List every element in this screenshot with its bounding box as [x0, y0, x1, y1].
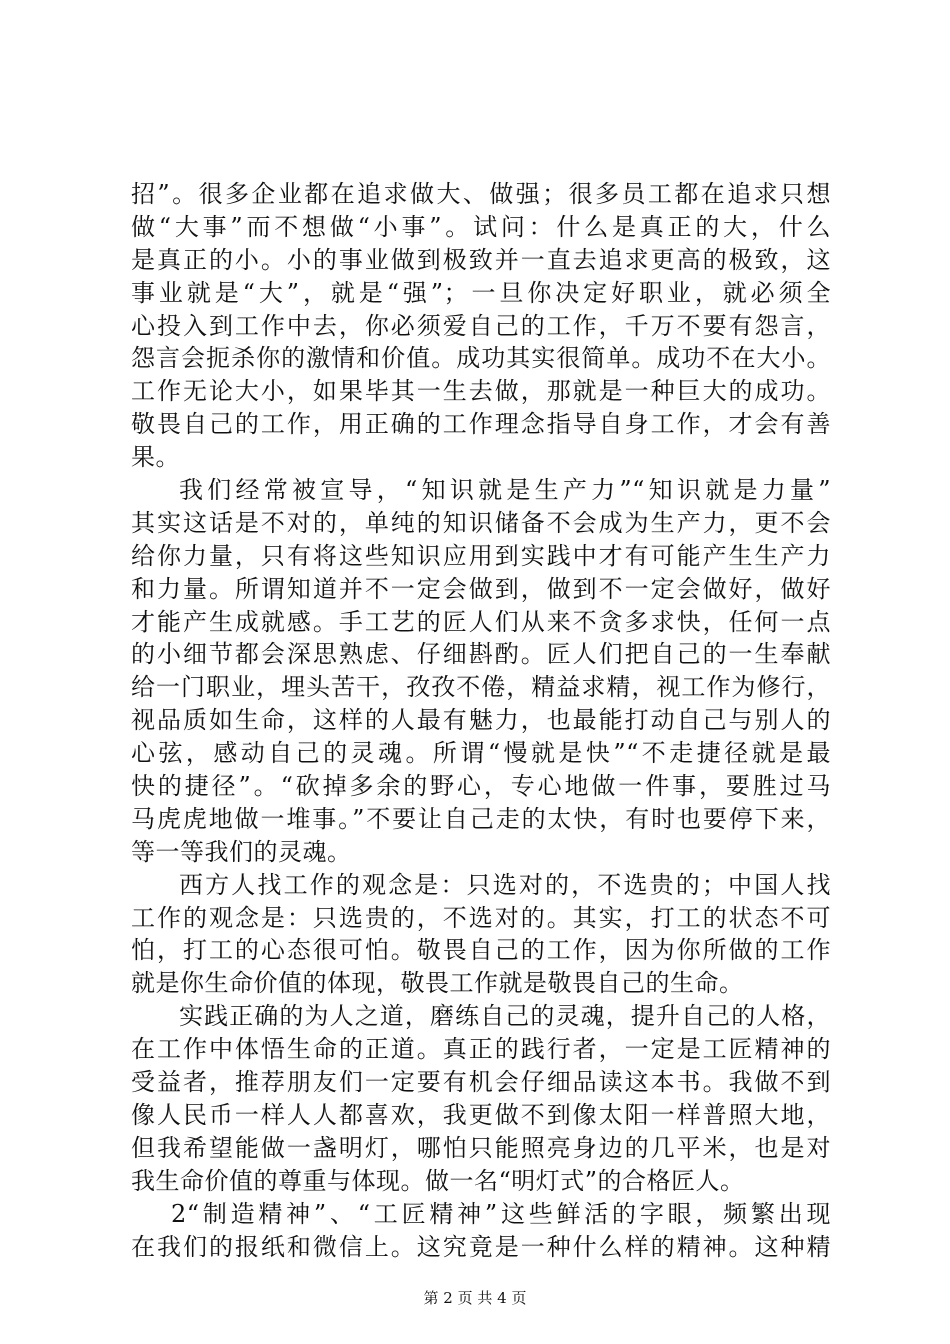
text-line: 才能产生成就感。手工艺的匠人们从来不贪多求快，任何一点: [131, 607, 831, 636]
text-line: 受益者，推荐朋友们一定要有机会仔细品读这本书。我做不到: [131, 1068, 831, 1097]
text-line: 我们经常被宣导，“知识就是生产力”“知识就是力量”: [179, 476, 831, 505]
text-line: 我生命价值的尊重与体现。做一名“明灯式”的合格匠人。: [131, 1166, 745, 1195]
page-footer: 第 2 页 共 4 页: [423, 1289, 527, 1307]
text-line: 西方人找工作的观念是：只选对的，不选贵的；中国人找: [179, 870, 831, 899]
text-line: 但我希望能做一盏明灯，哪怕只能照亮身边的几平米，也是对: [131, 1133, 831, 1162]
text-line: 果。: [131, 443, 180, 472]
text-line: 实践正确的为人之道，磨练自己的灵魂，提升自己的人格，: [179, 1002, 831, 1031]
text-line: 的小细节都会深思熟虑、仔细斟酌。匠人们把自己的一生奉献: [131, 640, 831, 669]
text-line: 怕，打工的心态很可怕。敬畏自己的工作，因为你所做的工作: [131, 936, 831, 965]
text-line: 快的捷径”。“砍掉多余的野心，专心地做一件事，要胜过马: [131, 772, 831, 801]
text-line: 像人民币一样人人都喜欢，我更做不到像太阳一样普照大地，: [131, 1100, 831, 1129]
text-line: 工作的观念是：只选贵的，不选对的。其实，打工的状态不可: [131, 903, 831, 932]
text-line: 心弦，感动自己的灵魂。所谓“慢就是快”“不走捷径就是最: [131, 739, 831, 768]
text-line: 给你力量，只有将这些知识应用到实践中才有可能产生生产力: [131, 541, 831, 570]
text-line: 就是你生命价值的体现，敬畏工作就是敬畏自己的生命。: [131, 969, 744, 998]
text-line: 2“制造精神”、“工匠精神”这些鲜活的字眼，频繁出现: [171, 1199, 831, 1228]
body-text: [131, 178, 831, 1263]
text-line: 招”。很多企业都在追求做大、做强；很多员工都在追求只想: [131, 180, 831, 208]
text-line: 和力量。所谓知道并不一定会做到，做到不一定会做好，做好: [131, 574, 831, 603]
text-line: 等一等我们的灵魂。: [131, 837, 352, 866]
text-line: 马虎虎地做一堆事。”不要让自己走的太快，有时也要停下来，: [131, 804, 831, 833]
text-line: 做“大事”而不想做“小事”。试问：什么是真正的大，什么: [131, 212, 831, 241]
text-line: 在工作中体悟生命的正道。真正的践行者，一定是工匠精神的: [131, 1035, 831, 1064]
text-line: 怨言会扼杀你的激情和价值。成功其实很简单。成功不在大小。: [131, 344, 831, 373]
text-line: 工作无论大小，如果毕其一生去做，那就是一种巨大的成功。: [131, 377, 831, 406]
text-line: 给一门职业，埋头苦干，孜孜不倦，精益求精，视工作为修行，: [131, 673, 831, 702]
text-line: 视品质如生命，这样的人最有魅力，也最能打动自己与别人的: [131, 706, 831, 735]
text-line: 在我们的报纸和微信上。这究竟是一种什么样的精神。这种精: [131, 1232, 831, 1261]
text-line: 心投入到工作中去，你必须爱自己的工作，千万不要有怨言，: [131, 311, 831, 340]
text-line: 事业就是“大”，就是“强”；一旦你决定好职业，就必须全: [131, 278, 831, 307]
text-line: 其实这话是不对的，单纯的知识储备不会成为生产力，更不会: [131, 508, 831, 537]
text-line: 是真正的小。小的事业做到极致并一直去追求更高的极致，这: [131, 245, 831, 274]
text-line: 敬畏自己的工作，用正确的工作理念指导自身工作，才会有善: [131, 410, 831, 439]
